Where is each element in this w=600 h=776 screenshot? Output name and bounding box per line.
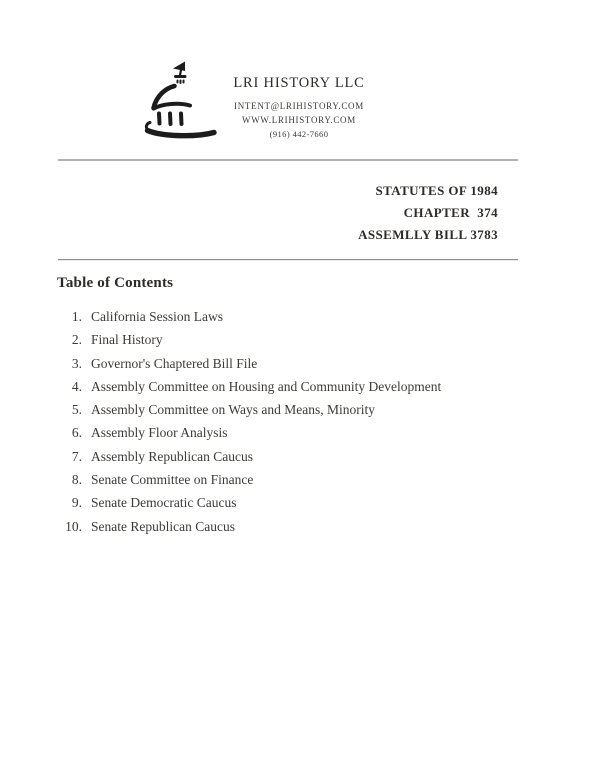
toc-item-label: Governor's Chaptered Bill File <box>91 355 258 371</box>
toc-item <box>56 305 526 328</box>
toc-item-number: 2. <box>71 332 82 348</box>
toc-item-number: 7. <box>71 448 82 464</box>
toc-item <box>56 398 526 421</box>
toc-item-number: 9. <box>71 495 82 511</box>
toc-item-number: 10. <box>65 518 82 534</box>
toc-item-number: 5. <box>71 402 82 418</box>
statute-reference-block <box>58 180 498 246</box>
header-divider <box>58 159 518 161</box>
toc-title: Table of Contents <box>57 275 174 291</box>
bill-line: ASSEMLLY BILL 3783 <box>358 227 498 242</box>
reference-divider <box>58 259 518 260</box>
toc-item-number: 8. <box>71 472 82 488</box>
toc-item-number: 3. <box>71 355 82 371</box>
toc-item-number: 6. <box>71 425 82 441</box>
company-contact-block <box>213 74 385 141</box>
toc-list <box>56 305 526 538</box>
toc-item-label: Assembly Committee on Ways and Means, Minority <box>91 402 376 418</box>
toc-item <box>56 375 526 398</box>
toc-item-label: California Session Laws <box>91 309 223 324</box>
toc-item-label: Final History <box>91 332 163 348</box>
toc-item-label: Assembly Committee on Housing and Community Development <box>91 378 442 394</box>
company-website: WWW.LRIHISTORY.COM <box>242 115 356 125</box>
company-email: INTENT@LRIHISTORY.COM <box>234 101 364 111</box>
toc-item <box>56 328 526 351</box>
toc-item-number: 4. <box>71 378 82 394</box>
toc-item-label: Assembly Floor Analysis <box>91 425 228 441</box>
capitol-dome-logo <box>140 58 220 153</box>
toc-item <box>56 421 526 444</box>
toc-item <box>56 352 526 375</box>
toc-item-label: Senate Republican Caucus <box>91 518 235 534</box>
toc-item-label: Senate Democratic Caucus <box>91 495 237 511</box>
statutes-line: STATUTES OF 1984 <box>375 183 498 198</box>
company-name: LRI HISTORY LLC <box>233 75 365 91</box>
toc-item-number: 1. <box>71 309 82 324</box>
chapter-line: CHAPTER 374 <box>403 205 498 220</box>
toc-item-label: Senate Committee on Finance <box>91 472 254 488</box>
toc-item <box>56 491 526 514</box>
toc-item <box>56 468 526 491</box>
toc-item-label: Assembly Republican Caucus <box>91 448 253 464</box>
toc-item <box>56 515 526 538</box>
toc-item <box>56 445 526 468</box>
company-phone: (916) 442-7660 <box>269 129 329 139</box>
